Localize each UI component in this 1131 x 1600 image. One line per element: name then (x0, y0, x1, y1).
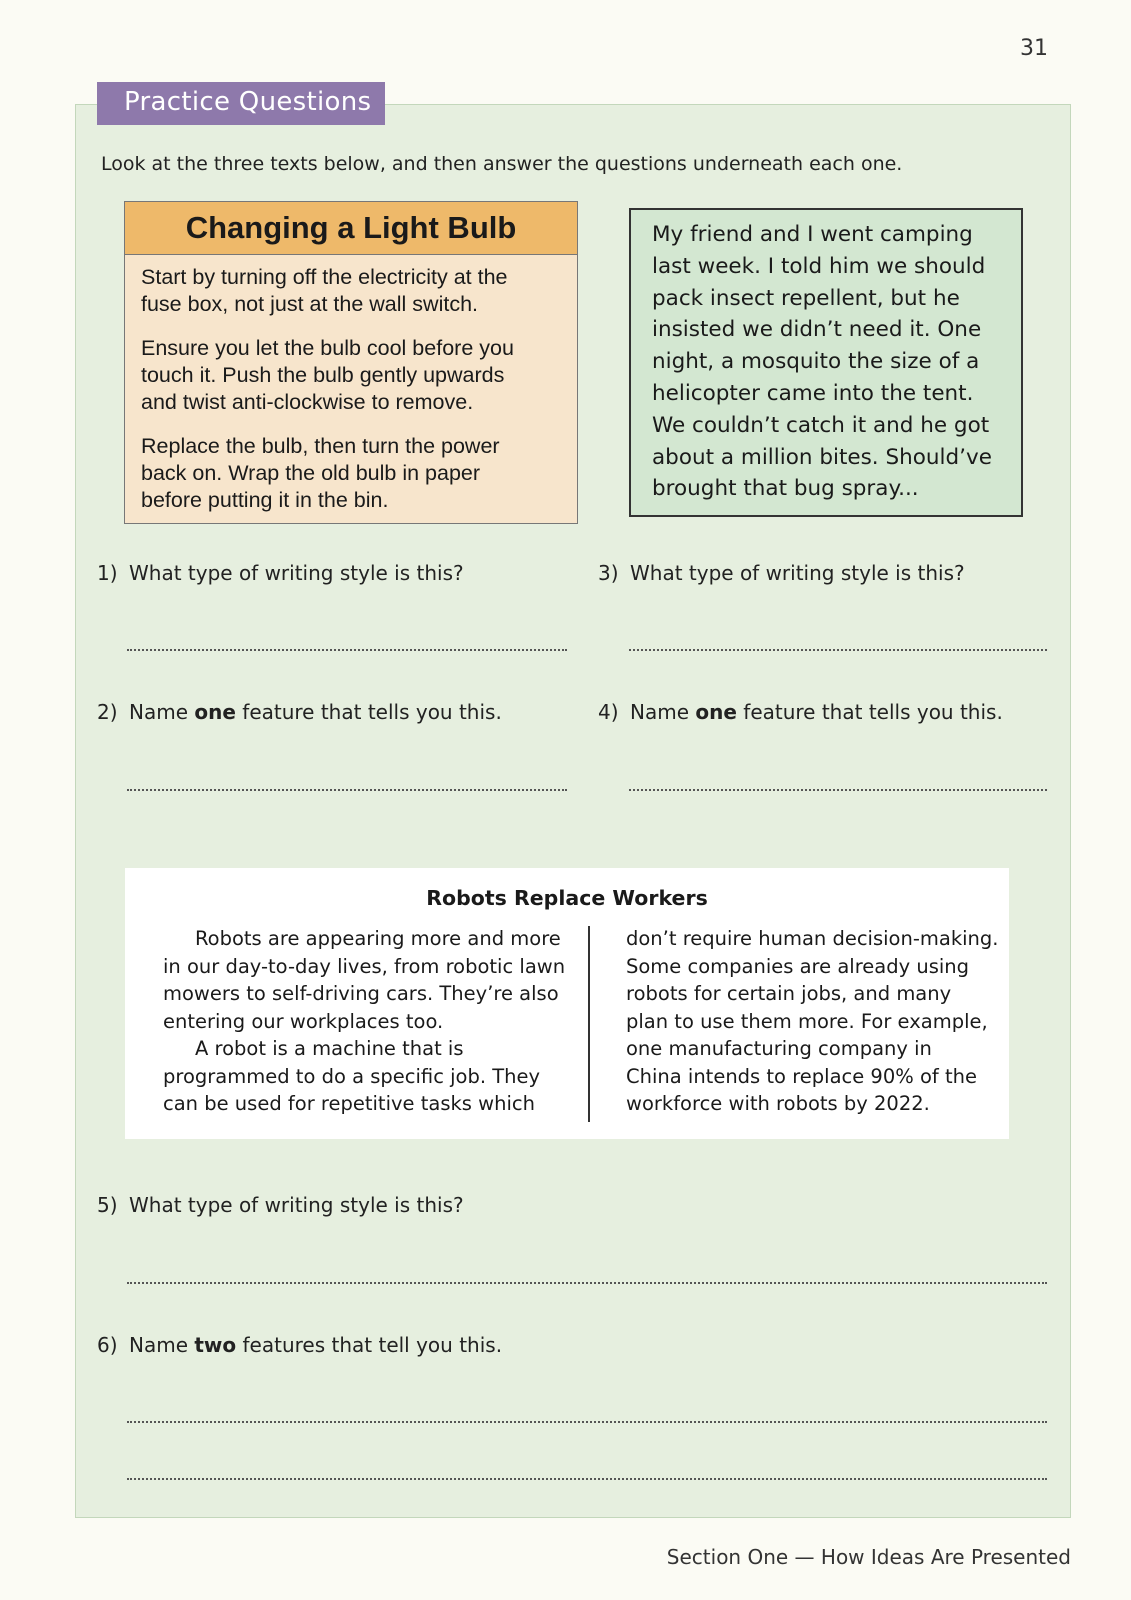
text-line: My friend and I went camping (652, 222, 973, 247)
text-line: Some companies are already using (626, 954, 970, 978)
question-4 (598, 700, 1003, 724)
answer-line-5[interactable] (127, 1282, 1047, 1284)
camping-text-box (629, 208, 1023, 517)
light-bulb-paragraph (141, 264, 559, 318)
question-text: features that tell you this. (236, 1333, 503, 1357)
text-line: A robot is a machine that is (195, 1037, 464, 1060)
robots-article-column-right (626, 925, 998, 1118)
text-line: Replace the bulb, then turn the power (141, 434, 500, 458)
question-text: feature that tells you this. (736, 700, 1003, 724)
light-bulb-text-box (124, 201, 578, 524)
text-line: fuse box, not just at the wall switch. (141, 292, 478, 316)
text-line: plan to use them more. For example, (626, 1009, 988, 1033)
answer-line-3[interactable] (629, 649, 1047, 651)
text-line: robots for certain jobs, and many (626, 982, 952, 1005)
text-line: mowers to self-driving cars. They’re also (163, 982, 559, 1005)
text-line: last week. I told him we should (652, 253, 986, 279)
question-6 (97, 1333, 502, 1357)
text-line: insisted we didn’t need it. One (652, 317, 982, 343)
question-text: Name (129, 1333, 195, 1357)
text-line: programmed to do a specific job. They (163, 1064, 541, 1088)
text-line: can be used for repetitive tasks which (163, 1092, 535, 1115)
text-line: entering our workplaces too. (163, 1009, 444, 1033)
question-text: What type of writing style is this? (129, 561, 464, 585)
text-line: Ensure you let the bulb cool before you (141, 336, 514, 360)
text-line: don’t require human decision-making. (626, 927, 999, 950)
column-divider (588, 926, 590, 1122)
question-text: What type of writing style is this? (129, 1193, 464, 1217)
question-2 (97, 700, 502, 724)
answer-line-4[interactable] (629, 789, 1047, 791)
light-bulb-paragraph (141, 433, 559, 514)
text-line: We couldn’t catch it and he got (652, 412, 990, 438)
question-text: Name (630, 700, 696, 724)
page-number: 31 (1020, 36, 1048, 61)
question-1 (97, 561, 464, 585)
question-emphasis: one (695, 700, 737, 724)
text-line: in our day-to-day lives, from robotic lawn (163, 954, 566, 978)
question-number: 3) (598, 561, 619, 585)
text-line: Start by turning off the electricity at the (141, 265, 508, 289)
text-line: about a million bites. Should’ve (652, 444, 992, 470)
question-number: 6) (97, 1333, 118, 1357)
question-emphasis: one (194, 700, 236, 724)
text-line: and twist anti-clockwise to remove. (141, 390, 474, 414)
text-line: touch it. Push the bulb gently upwards (141, 363, 505, 387)
question-text: Name (129, 700, 195, 724)
question-text: feature that tells you this. (235, 700, 502, 724)
light-bulb-paragraph (141, 335, 559, 416)
text-line: workforce with robots by 2022. (626, 1092, 930, 1115)
text-line: brought that bug spray... (652, 476, 919, 502)
robots-article-box (125, 868, 1009, 1139)
robots-article-column-left (163, 925, 565, 1118)
text-line: China intends to replace 90% of the (626, 1064, 977, 1088)
section-footer: Section One — How Ideas Are Presented (666, 1545, 1071, 1569)
practice-questions-tab: Practice Questions (97, 82, 385, 125)
text-line: back on. Wrap the old bulb in paper (141, 461, 481, 485)
answer-line-6a[interactable] (127, 1421, 1047, 1423)
text-line: pack insect repellent, but he (652, 285, 960, 311)
question-number: 2) (97, 700, 118, 724)
question-emphasis: two (194, 1333, 237, 1357)
question-number: 5) (97, 1193, 118, 1217)
question-3 (598, 561, 965, 585)
question-number: 4) (598, 700, 619, 724)
question-number: 1) (97, 561, 118, 585)
question-5 (97, 1193, 464, 1217)
instructions: Look at the three texts below, and then answer the questions underneath each one. (101, 153, 903, 175)
light-bulb-title: Changing a Light Bulb (125, 202, 577, 255)
text-line: Robots are appearing more and more (195, 927, 561, 950)
answer-line-2[interactable] (127, 789, 567, 791)
answer-line-6b[interactable] (127, 1478, 1047, 1480)
text-line: one manufacturing company in (626, 1037, 932, 1060)
text-line: night, a mosquito the size of a (652, 349, 980, 375)
text-line: helicopter came into the tent. (652, 380, 974, 406)
question-text: What type of writing style is this? (630, 561, 965, 585)
text-line: before putting it in the bin. (141, 488, 389, 512)
robots-article-title: Robots Replace Workers (426, 886, 708, 910)
answer-line-1[interactable] (127, 649, 567, 651)
